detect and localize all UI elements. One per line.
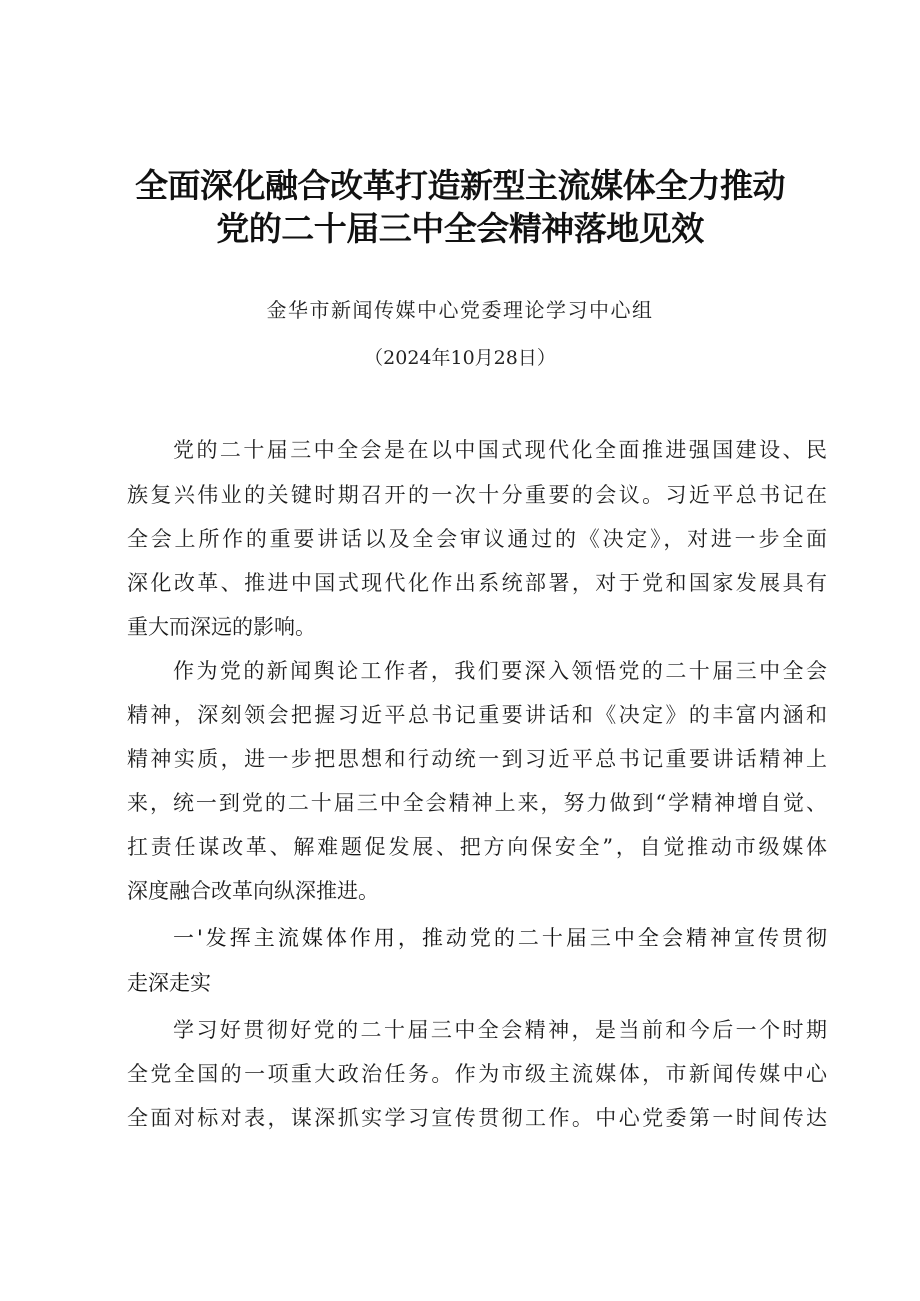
section-heading-line: 一'发挥主流媒体作用，推动党的二十届三中全会精神宣传贯彻 bbox=[173, 926, 827, 950]
title-line-1: 全面深化融合改革打造新型主流媒体全力推动 bbox=[135, 166, 785, 205]
paragraph1-line: 深化改革、推进中国式现代化作出系统部署，对于党和国家发展具有 bbox=[127, 571, 827, 595]
paragraph3-line: 学习好贯彻好党的二十届三中全会精神，是当前和今后一个时期 bbox=[173, 1018, 827, 1042]
title-line-2: 党的二十届三中全会精神落地见效 bbox=[216, 209, 704, 248]
paragraph1-line: 重大而深远的影响。 bbox=[127, 615, 316, 639]
paragraph2-line: 来，统一到党的二十届三中全会精神上来，努力做到“学精神增自觉、 bbox=[127, 791, 827, 815]
section-heading-line: 走深走实 bbox=[127, 971, 211, 995]
date-line: （2024年10月28日） bbox=[364, 347, 556, 369]
paragraph3-line: 全党全国的一项重大政治任务。作为市级主流媒体，市新闻传媒中心 bbox=[127, 1062, 827, 1086]
paragraph2-line: 作为党的新闻舆论工作者，我们要深入领悟党的二十届三中全会 bbox=[173, 659, 827, 683]
paragraph2-line: 精神，深刻领会把握习近平总书记重要讲话和《决定》的丰富内涵和 bbox=[127, 703, 827, 727]
paragraph2-line: 扛责任谋改革、解难题促发展、把方向保安全”，自觉推动市级媒体 bbox=[127, 835, 827, 859]
paragraph2-line: 精神实质，进一步把思想和行动统一到习近平总书记重要讲话精神上 bbox=[127, 747, 827, 771]
paragraph1-line: 党的二十届三中全会是在以中国式现代化全面推进强国建设、民 bbox=[173, 438, 827, 462]
paragraph1-line: 全会上所作的重要讲话以及全会审议通过的《决定》，对进一步全面 bbox=[127, 527, 827, 551]
author-line: 金华市新闻传媒中心党委理论学习中心组 bbox=[266, 298, 654, 322]
paragraph1-line: 族复兴伟业的关键时期召开的一次十分重要的会议。习近平总书记在 bbox=[127, 483, 827, 507]
paragraph3-line: 全面对标对表，谋深抓实学习宣传贯彻工作。中心党委第一时间传达 bbox=[127, 1106, 827, 1130]
paragraph2-line: 深度融合改革向纵深推进。 bbox=[127, 879, 379, 903]
